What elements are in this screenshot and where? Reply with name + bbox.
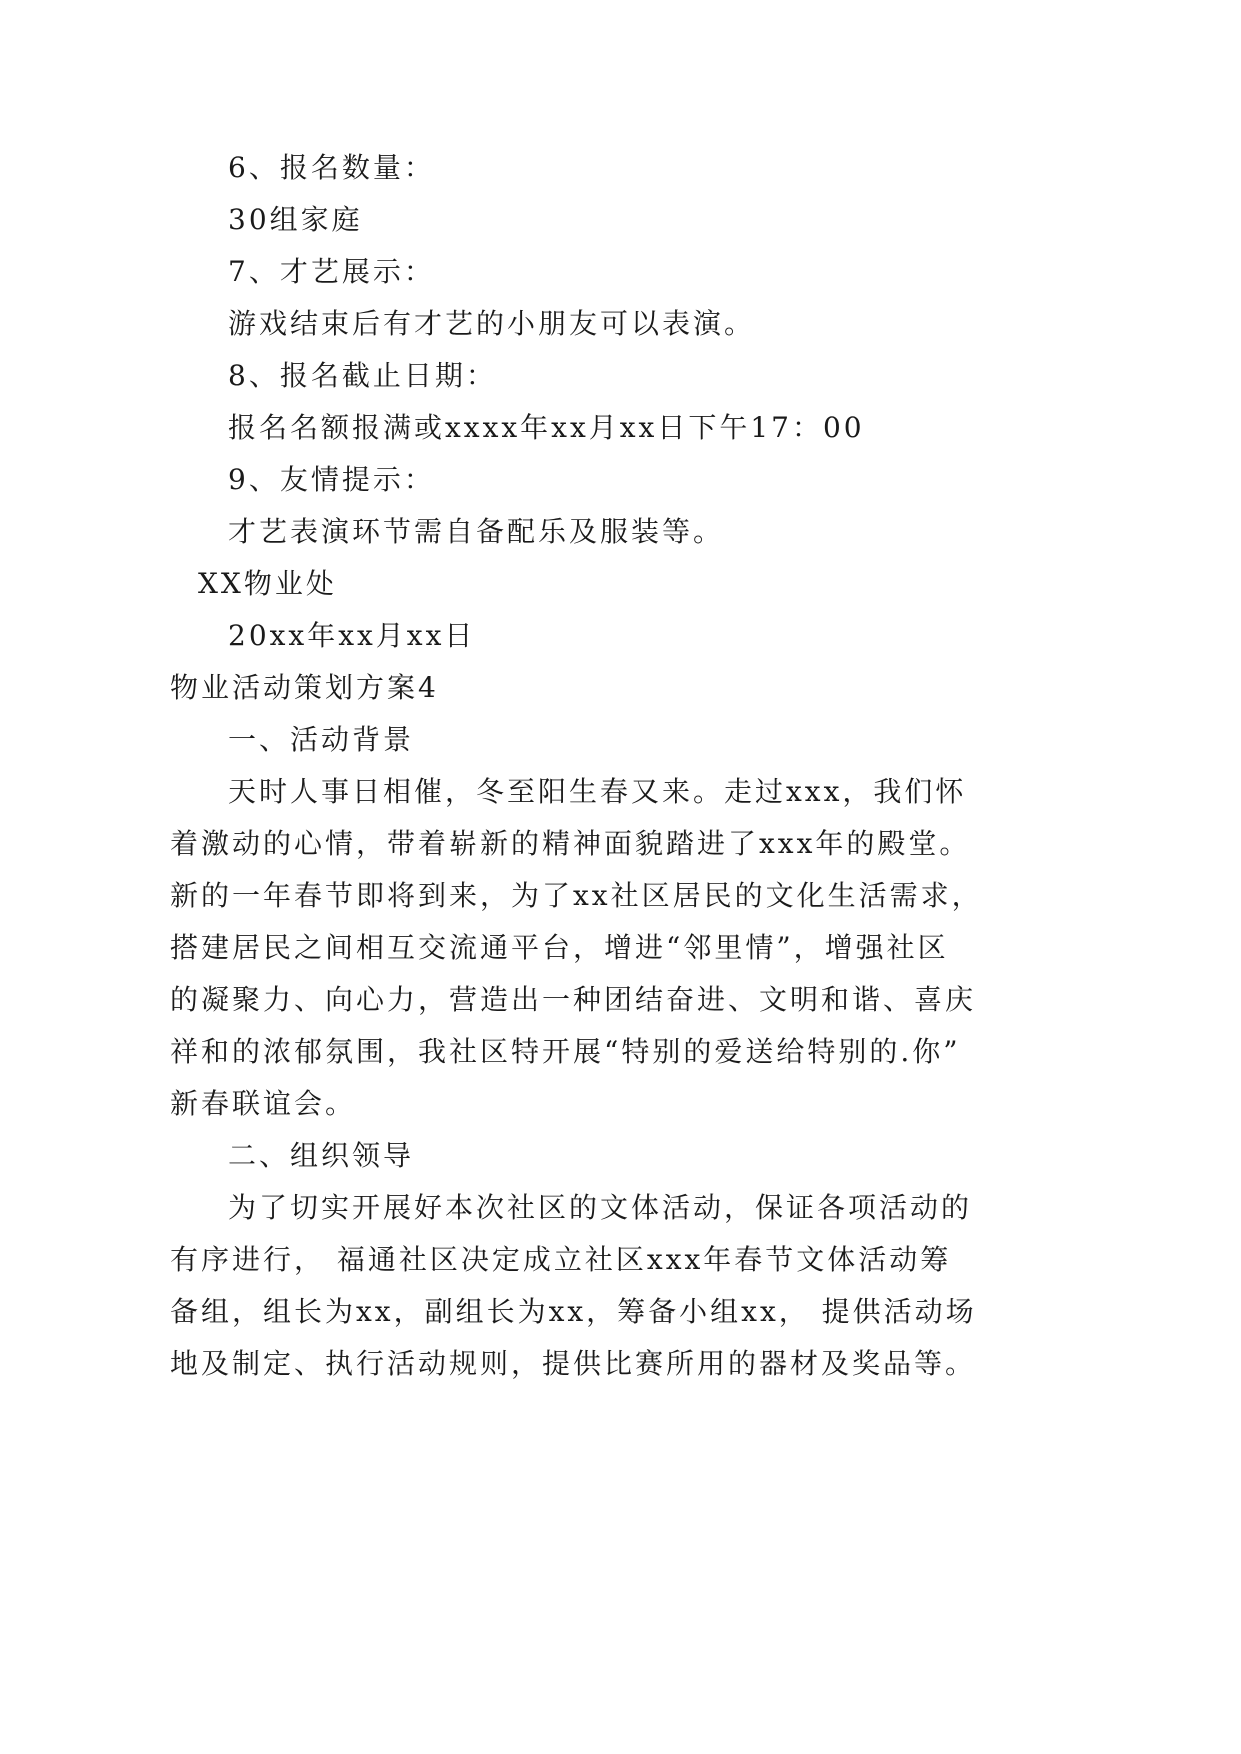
item-8-content: 报名名额报满或xxxx年xx月xx日下午17：00 xyxy=(228,411,865,444)
signature-organization: XX物业处 xyxy=(198,567,337,600)
heading-background: 一、活动背景 xyxy=(228,723,415,756)
item-8-heading: 8、报名截止日期： xyxy=(228,359,497,392)
paragraph-line: 有序进行， 福通社区决定成立社区xxx年春节文体活动筹 xyxy=(170,1243,952,1276)
paragraph-line: 备组，组长为xx，副组长为xx，筹备小组xx， 提供活动场 xyxy=(170,1295,977,1328)
paragraph-line: 新春联谊会。 xyxy=(170,1087,357,1120)
paragraph-line: 搭建居民之间相互交流通平台，增进“邻里情”，增强社区 xyxy=(170,931,949,964)
paragraph-line: 天时人事日相催，冬至阳生春又来。走过xxx，我们怀 xyxy=(228,775,967,808)
section-title: 物业活动策划方案4 xyxy=(170,671,439,704)
signature-date: 20xx年xx月xx日 xyxy=(228,619,476,652)
item-6-content: 30组家庭 xyxy=(228,203,363,236)
paragraph-line: 地及制定、执行活动规则，提供比赛所用的器材及奖品等。 xyxy=(170,1347,977,1380)
paragraph-line: 为了切实开展好本次社区的文体活动，保证各项活动的 xyxy=(228,1191,973,1224)
item-9-heading: 9、友情提示： xyxy=(228,463,435,496)
paragraph-line: 着激动的心情，带着崭新的精神面貌踏进了xxx年的殿堂。 xyxy=(170,827,971,860)
paragraph-line: 新的一年春节即将到来，为了xx社区居民的文化生活需求， xyxy=(170,879,983,912)
item-7-heading: 7、才艺展示： xyxy=(228,255,435,288)
paragraph-line: 祥和的浓郁氛围，我社区特开展“特别的爱送给特别的.你” xyxy=(170,1035,961,1068)
item-6-heading: 6、报名数量： xyxy=(228,151,435,184)
heading-organization: 二、组织领导 xyxy=(228,1139,415,1172)
item-7-content: 游戏结束后有才艺的小朋友可以表演。 xyxy=(228,307,756,340)
item-9-content: 才艺表演环节需自备配乐及服装等。 xyxy=(228,515,725,548)
paragraph-line: 的凝聚力、向心力，营造出一种团结奋进、文明和谐、喜庆 xyxy=(170,983,977,1016)
